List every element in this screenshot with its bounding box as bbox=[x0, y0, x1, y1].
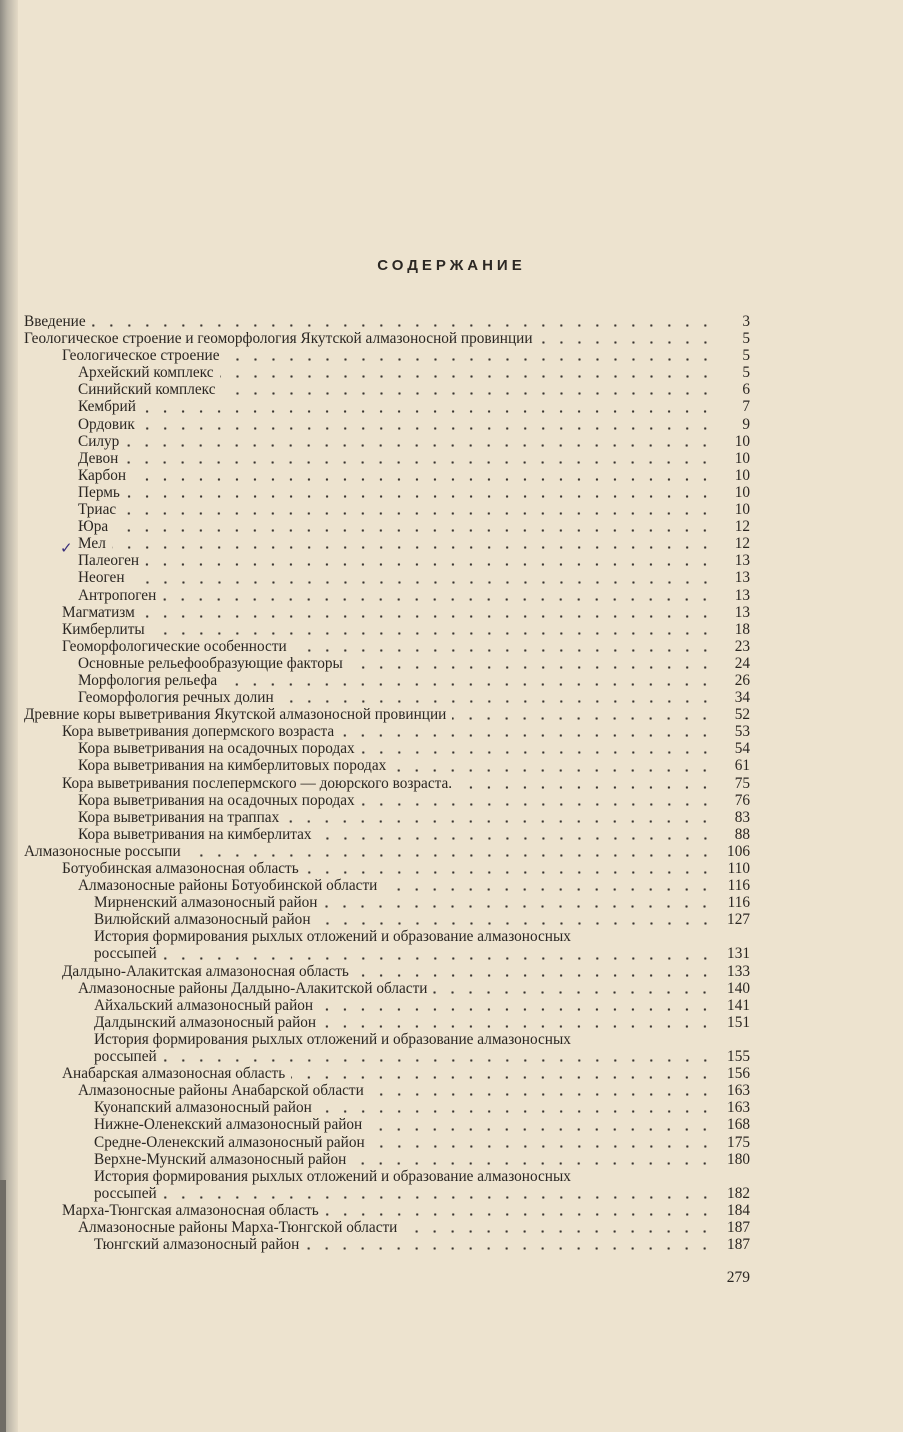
toc-entry bbox=[24, 416, 750, 433]
dot-leader bbox=[352, 1151, 718, 1168]
toc-entry-page: 187 bbox=[727, 1236, 750, 1254]
toc-entry-page: 9 bbox=[742, 415, 750, 433]
toc-entry-label: Древние коры выветривания Якутской алмазоносной провинции bbox=[24, 706, 447, 724]
toc-entry-label: Мирненский алмазоносный район bbox=[94, 894, 318, 912]
dot-leader bbox=[403, 1219, 718, 1236]
dot-leader bbox=[305, 1236, 718, 1253]
toc-entry-page: 54 bbox=[734, 740, 750, 758]
toc-entry-page: 116 bbox=[727, 877, 750, 895]
toc-entry bbox=[24, 450, 750, 467]
toc-entry bbox=[24, 569, 750, 586]
toc-entry-page: 110 bbox=[727, 860, 750, 877]
dot-leader bbox=[318, 1099, 718, 1116]
handwritten-check-mark-icon: ✓ bbox=[60, 539, 73, 557]
toc-entry-page: 26 bbox=[734, 671, 750, 689]
toc-entry-label: Кора выветривания на осадочных породах bbox=[78, 791, 355, 809]
toc-entry-page: 5 bbox=[742, 364, 750, 382]
toc-entry bbox=[24, 809, 750, 826]
toc-entry-label: Куонапский алмазоносный район bbox=[94, 1099, 312, 1117]
toc-entry-page: 52 bbox=[734, 706, 750, 724]
dot-leader bbox=[317, 911, 718, 928]
toc-entry-label: Магматизм bbox=[62, 603, 135, 621]
toc-entry-page: 182 bbox=[727, 1184, 750, 1202]
toc-entry-page: 116 bbox=[727, 894, 750, 912]
toc-entry-label: Кимберлиты bbox=[62, 620, 145, 638]
dot-leader bbox=[452, 706, 718, 723]
toc-entry-page: 133 bbox=[727, 962, 750, 980]
toc-entry-page: 76 bbox=[734, 791, 750, 809]
toc-entry-label: Алмазоносные районы Марха-Тюнгской области bbox=[78, 1218, 398, 1236]
toc-entry bbox=[24, 347, 750, 364]
dot-leader bbox=[349, 655, 718, 672]
toc-entry bbox=[24, 723, 750, 740]
dot-leader bbox=[151, 621, 718, 638]
toc-entry-page: 10 bbox=[734, 449, 750, 467]
toc-entry bbox=[24, 911, 750, 928]
dot-leader bbox=[539, 330, 718, 347]
toc-entry bbox=[24, 1116, 750, 1133]
toc-entry-page: 88 bbox=[734, 825, 750, 843]
dot-leader bbox=[322, 1014, 718, 1031]
toc-entry-page: 13 bbox=[734, 603, 750, 621]
toc-entry bbox=[24, 689, 750, 706]
toc-entry bbox=[24, 775, 750, 792]
toc-entry bbox=[24, 997, 750, 1014]
toc-entry-label: Средне-Оленекский алмазоносный район bbox=[94, 1133, 365, 1151]
toc-entry bbox=[24, 364, 750, 381]
dot-leader bbox=[124, 450, 718, 467]
toc-entry-label: Кора выветривания на кимберлитовых породах bbox=[78, 757, 387, 775]
toc-entry-label: Марха-Тюнгская алмазоносная область bbox=[62, 1201, 319, 1219]
toc-entry-label: Морфология рельефа bbox=[78, 671, 218, 689]
dot-leader bbox=[361, 792, 718, 809]
toc-entry bbox=[24, 621, 750, 638]
toc-entry-page: 75 bbox=[734, 774, 750, 792]
toc-entry-label: россыпей bbox=[94, 945, 157, 963]
toc-entry bbox=[24, 381, 750, 398]
toc-entry-page: 13 bbox=[734, 586, 750, 604]
toc-entry bbox=[24, 638, 750, 655]
toc-entry-label: Геоморфология речных долин bbox=[78, 689, 274, 707]
toc-entry-label: россыпей bbox=[94, 1184, 157, 1202]
toc-entry-label: Неоген bbox=[78, 569, 125, 587]
dot-leader bbox=[325, 1202, 718, 1219]
toc-entry-page: 156 bbox=[727, 1065, 750, 1083]
toc-entry-label: История формирования рыхлых отложений и образование алмазоносных bbox=[94, 1030, 571, 1048]
toc-entry bbox=[24, 1048, 750, 1065]
dot-leader bbox=[112, 535, 718, 552]
dot-leader bbox=[370, 1082, 718, 1099]
toc-entry-page: 3 bbox=[742, 313, 750, 330]
toc-entry-label: Геологическое строение и геоморфология Якутской алмазоносной провинции bbox=[24, 330, 533, 348]
toc-entry-label: Кора выветривания на траппах bbox=[78, 808, 280, 826]
toc-entry-page: 13 bbox=[734, 569, 750, 587]
page-number: 279 bbox=[726, 1269, 750, 1286]
dot-leader bbox=[291, 1065, 718, 1082]
toc-entry bbox=[24, 587, 750, 604]
toc-entry bbox=[24, 1151, 750, 1168]
dot-leader bbox=[92, 313, 718, 330]
dot-leader bbox=[305, 860, 718, 877]
toc-entry-page: 53 bbox=[734, 723, 750, 741]
toc-entry-label: Ботуобинская алмазоносная область bbox=[62, 860, 299, 877]
toc-entry-label: Геологическое строение bbox=[62, 347, 220, 365]
dot-leader bbox=[280, 689, 718, 706]
toc-entry bbox=[24, 860, 750, 877]
dot-leader bbox=[114, 518, 718, 535]
toc-entry-label: Кембрий bbox=[78, 398, 136, 416]
toc-entry-label: Алмазоносные районы Ботуобинской области bbox=[78, 877, 378, 895]
toc-entry bbox=[24, 1168, 750, 1185]
toc-entry-label: Тюнгский алмазоносный район bbox=[94, 1236, 300, 1254]
toc-entry-page: 6 bbox=[742, 381, 750, 399]
toc-entry-label: Далдынский алмазоносный район bbox=[94, 1013, 317, 1031]
toc-entry-page: 18 bbox=[734, 620, 750, 638]
toc-entry-label: Алмазоносные россыпи bbox=[24, 842, 181, 860]
dot-leader bbox=[458, 775, 718, 792]
toc-entry-label: Юра bbox=[78, 518, 109, 536]
toc-entry bbox=[24, 1031, 750, 1048]
toc-entry-page: 163 bbox=[727, 1099, 750, 1117]
toc-entry bbox=[24, 484, 750, 501]
toc-entry bbox=[24, 706, 750, 723]
toc-entry bbox=[24, 604, 750, 621]
toc-entry bbox=[24, 877, 750, 894]
toc-entry bbox=[24, 535, 750, 552]
toc-entry bbox=[24, 518, 750, 535]
dot-leader bbox=[355, 963, 718, 980]
toc-entry-label: Силур bbox=[78, 432, 120, 450]
toc-entry-label: Верхне-Мунский алмазоносный район bbox=[94, 1150, 347, 1168]
toc-entry-page: 180 bbox=[727, 1150, 750, 1168]
toc-entry bbox=[24, 655, 750, 672]
toc-entry-page: 184 bbox=[727, 1201, 750, 1219]
dot-leader bbox=[125, 433, 718, 450]
dot-leader bbox=[323, 894, 718, 911]
toc-entry bbox=[24, 1014, 750, 1031]
toc-entry-page: 163 bbox=[727, 1082, 750, 1100]
table-of-contents bbox=[24, 313, 750, 1253]
dot-leader bbox=[141, 604, 718, 621]
toc-entry bbox=[24, 552, 750, 569]
toc-entry bbox=[24, 1185, 750, 1202]
dot-leader bbox=[220, 364, 719, 381]
toc-entry-label: Айхальский алмазоносный район bbox=[94, 996, 314, 1014]
dot-leader bbox=[131, 570, 718, 587]
toc-entry-label: Основные рельефообразующие факторы bbox=[78, 654, 343, 672]
toc-entry-page: 106 bbox=[727, 842, 750, 860]
toc-entry bbox=[24, 1219, 750, 1236]
toc-entry-page: 10 bbox=[734, 501, 750, 519]
toc-entry-label: Архейский комплекс bbox=[78, 364, 214, 382]
toc-entry bbox=[24, 1099, 750, 1116]
toc-entry-label: Кора выветривания допермского возраста bbox=[62, 723, 335, 741]
dot-leader bbox=[163, 1185, 718, 1202]
toc-entry bbox=[24, 928, 750, 945]
dot-leader bbox=[371, 1134, 718, 1151]
dot-leader bbox=[223, 672, 718, 689]
toc-entry bbox=[24, 313, 750, 330]
dot-leader bbox=[145, 552, 718, 569]
toc-entry-label: Мел bbox=[78, 535, 106, 553]
toc-entry-page: 151 bbox=[727, 1013, 750, 1031]
toc-entry-label: Кора выветривания на кимберлитах bbox=[78, 825, 312, 843]
dot-leader bbox=[318, 826, 718, 843]
page-title: СОДЕРЖАНИЕ bbox=[377, 257, 526, 274]
toc-entry-label: Девон bbox=[78, 449, 119, 467]
toc-entry bbox=[24, 398, 750, 415]
toc-entry-label: Далдыно-Алакитская алмазоносная область bbox=[62, 962, 349, 980]
toc-entry-label: Антропоген bbox=[78, 586, 157, 604]
dot-leader bbox=[293, 638, 718, 655]
toc-entry bbox=[24, 1082, 750, 1099]
toc-entry-page: 61 bbox=[734, 757, 750, 775]
toc-entry bbox=[24, 1202, 750, 1219]
toc-entry bbox=[24, 826, 750, 843]
toc-entry-label: Нижне-Оленекский алмазоносный район bbox=[94, 1116, 363, 1134]
dot-leader bbox=[383, 877, 718, 894]
toc-entry-page: 155 bbox=[727, 1048, 750, 1066]
toc-entry-label: Алмазоносные районы Анабарской области bbox=[78, 1082, 364, 1100]
toc-entry-label: Кора выветривания на осадочных породах bbox=[78, 740, 355, 758]
dot-leader bbox=[122, 501, 718, 518]
toc-entry-label: Кора выветривания послепермского — доюрского возраста. bbox=[62, 774, 453, 792]
toc-entry bbox=[24, 1134, 750, 1151]
dot-leader bbox=[162, 587, 718, 604]
dot-leader bbox=[222, 381, 718, 398]
toc-entry-page: 140 bbox=[727, 979, 750, 997]
toc-entry bbox=[24, 963, 750, 980]
toc-entry-page: 10 bbox=[734, 483, 750, 501]
toc-entry bbox=[24, 501, 750, 518]
toc-entry-label: Введение bbox=[24, 313, 86, 330]
toc-entry-page: 141 bbox=[727, 996, 750, 1014]
dot-leader bbox=[340, 723, 718, 740]
toc-entry-page: 5 bbox=[742, 330, 750, 348]
dot-leader bbox=[141, 416, 718, 433]
toc-entry bbox=[24, 1065, 750, 1082]
dot-leader bbox=[392, 758, 718, 775]
page-edge bbox=[0, 1180, 6, 1432]
toc-entry bbox=[24, 433, 750, 450]
toc-entry bbox=[24, 672, 750, 689]
toc-entry-page: 10 bbox=[734, 432, 750, 450]
toc-entry-label: История формирования рыхлых отложений и образование алмазоносных bbox=[94, 928, 571, 946]
toc-entry-label: Карбон bbox=[78, 466, 127, 484]
toc-entry-label: Пермь bbox=[78, 483, 120, 501]
toc-entry-page: 7 bbox=[742, 398, 750, 416]
toc-entry-label: Алмазоносные районы Далдыно-Алакитской области bbox=[78, 979, 428, 997]
toc-entry bbox=[24, 757, 750, 774]
toc-entry-page: 83 bbox=[734, 808, 750, 826]
toc-entry bbox=[24, 792, 750, 809]
dot-leader bbox=[319, 997, 718, 1014]
toc-entry-label: Палеоген bbox=[78, 552, 140, 570]
dot-leader bbox=[285, 809, 718, 826]
toc-entry-page: 13 bbox=[734, 552, 750, 570]
toc-entry bbox=[24, 330, 750, 347]
toc-entry-page: 34 bbox=[734, 689, 750, 707]
toc-entry-label: Триас bbox=[78, 501, 117, 519]
dot-leader bbox=[368, 1117, 718, 1134]
toc-entry-page: 175 bbox=[727, 1133, 750, 1151]
toc-entry-page: 187 bbox=[727, 1218, 750, 1236]
toc-entry-label: Ордовик bbox=[78, 415, 135, 433]
dot-leader bbox=[132, 467, 718, 484]
toc-entry-page: 131 bbox=[727, 945, 750, 963]
toc-entry bbox=[24, 1236, 750, 1253]
toc-entry-label: россыпей bbox=[94, 1048, 157, 1066]
dot-leader bbox=[163, 946, 718, 963]
toc-entry-label: Синийский комплекс bbox=[78, 381, 216, 399]
dot-leader bbox=[226, 347, 718, 364]
dot-leader bbox=[187, 843, 718, 860]
toc-entry-page: 24 bbox=[734, 654, 750, 672]
dot-leader bbox=[163, 1048, 718, 1065]
toc-entry-page: 127 bbox=[727, 911, 750, 929]
dot-leader bbox=[361, 740, 718, 757]
dot-leader bbox=[126, 484, 718, 501]
toc-entry-label: История формирования рыхлых отложений и образование алмазоносных bbox=[94, 1167, 571, 1185]
toc-entry-label: Вилюйский алмазоносный район bbox=[94, 911, 311, 929]
dot-leader bbox=[433, 980, 718, 997]
toc-entry-page: 10 bbox=[734, 466, 750, 484]
toc-entry-page: 168 bbox=[727, 1116, 750, 1134]
toc-entry-page: 12 bbox=[734, 535, 750, 553]
toc-entry-page: 12 bbox=[734, 518, 750, 536]
toc-entry-page: 5 bbox=[742, 347, 750, 365]
toc-entry-page: 23 bbox=[734, 637, 750, 655]
toc-entry bbox=[24, 467, 750, 484]
toc-entry bbox=[24, 894, 750, 911]
dot-leader bbox=[142, 399, 718, 416]
toc-entry bbox=[24, 980, 750, 997]
toc-entry bbox=[24, 740, 750, 757]
toc-entry bbox=[24, 945, 750, 962]
toc-entry-label: Анабарская алмазоносная область bbox=[62, 1065, 286, 1083]
toc-entry-label: Геоморфологические особенности bbox=[62, 637, 287, 655]
toc-entry bbox=[24, 843, 750, 860]
